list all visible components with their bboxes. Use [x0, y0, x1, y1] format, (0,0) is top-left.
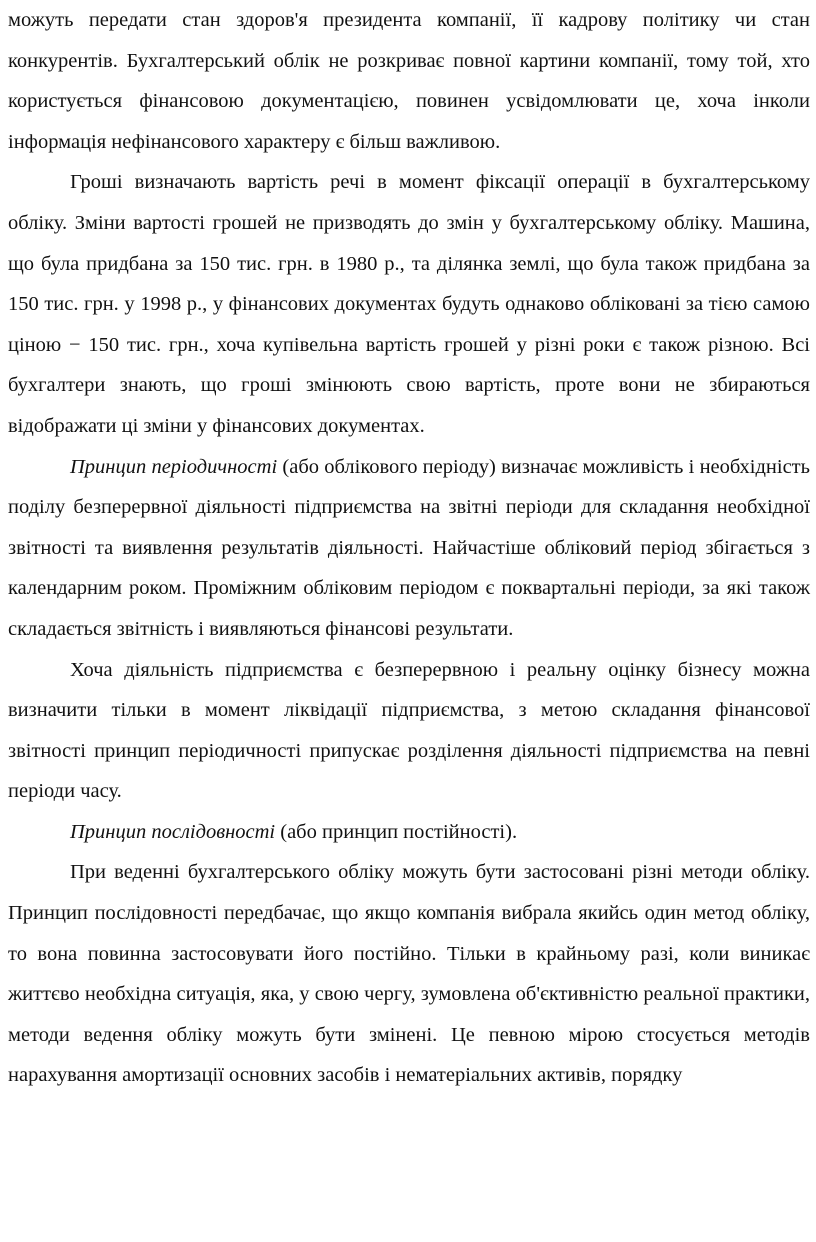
paragraph-text: При веденні бухгалтерського обліку можуть бути застосовані різні методи обліку. Принцип послідовності передбачає, що якщо компанія вибрала якийсь один метод обліку, то вона повинна застосовувати його постійно. Тільки в крайньому разі, коли виникає життєво необхідна ситуація, яка, у свою чергу, зумовлена об'єктивністю реальної практики, методи ведення обліку можуть бути змінені. Це певною мірою стосується методів нарахування амортизації основних засобів і нематеріальних активів, порядку — [8, 861, 810, 1087]
principle-term: Принцип послідовності — [70, 820, 276, 843]
paragraph-text: можуть передати стан здоров'я президента компанії, її кадрову політику чи стан конкурентів. Бухгалтерський облік не розкриває повної картини компанії, тому той, хто користується фінансовою документацією, повинен усвідомлювати це, хоча інколи інформація нефінансового характеру є більш важливою. — [8, 9, 810, 153]
paragraph-periodicity-principle — [8, 447, 810, 650]
paragraph-text: Хоча діяльність підприємства є безперервною і реальну оцінку бізнесу можна визначити тільки в момент ліквідації підприємства, з метою складання фінансової звітності принцип періодичності припускає розділення діяльності підприємства на певні періоди часу. — [8, 658, 810, 803]
paragraph-text: (або облікового періоду) визначає можливість і необхідність поділу безперервної діяльності підприємства на звітні періоди для складання необхідної звітності та виявлення результатів діяльності. Найчастіше обліковий період збігається з календарним роком. Проміжним обліковим періодом є поквартальні періоди, за які також складається звітність і виявляються фінансові результати. — [8, 455, 810, 640]
paragraph-text: Гроші визначають вартість речі в момент фіксації операції в бухгалтерському обліку. Зміни вартості грошей не призводять до змін у бухгалтерському обліку. Машина, що була придбана за 150 тис. грн. в 1980 р., та ділянка землі, що була також придбана за 150 тис. грн. у 1998 р., у фінансових документах будуть однаково обліковані за тією самою ціною − 150 тис. грн., хоча купівельна вартість грошей у різні роки є також різною. Всі бухгалтери знають, що гроші змінюють свою вартість, проте вони не збираються відображати ці зміни у фінансових документах. — [8, 171, 810, 437]
paragraph-text: (або принцип постійності). — [275, 820, 518, 843]
principle-term: Принцип періодичності — [70, 455, 278, 478]
document-page — [8, 0, 810, 1096]
paragraph-continuity — [8, 650, 810, 812]
paragraph-continuation — [8, 0, 810, 162]
paragraph-accounting-methods — [8, 852, 810, 1096]
paragraph-money-value — [8, 162, 810, 446]
paragraph-consistency-heading — [8, 812, 810, 853]
